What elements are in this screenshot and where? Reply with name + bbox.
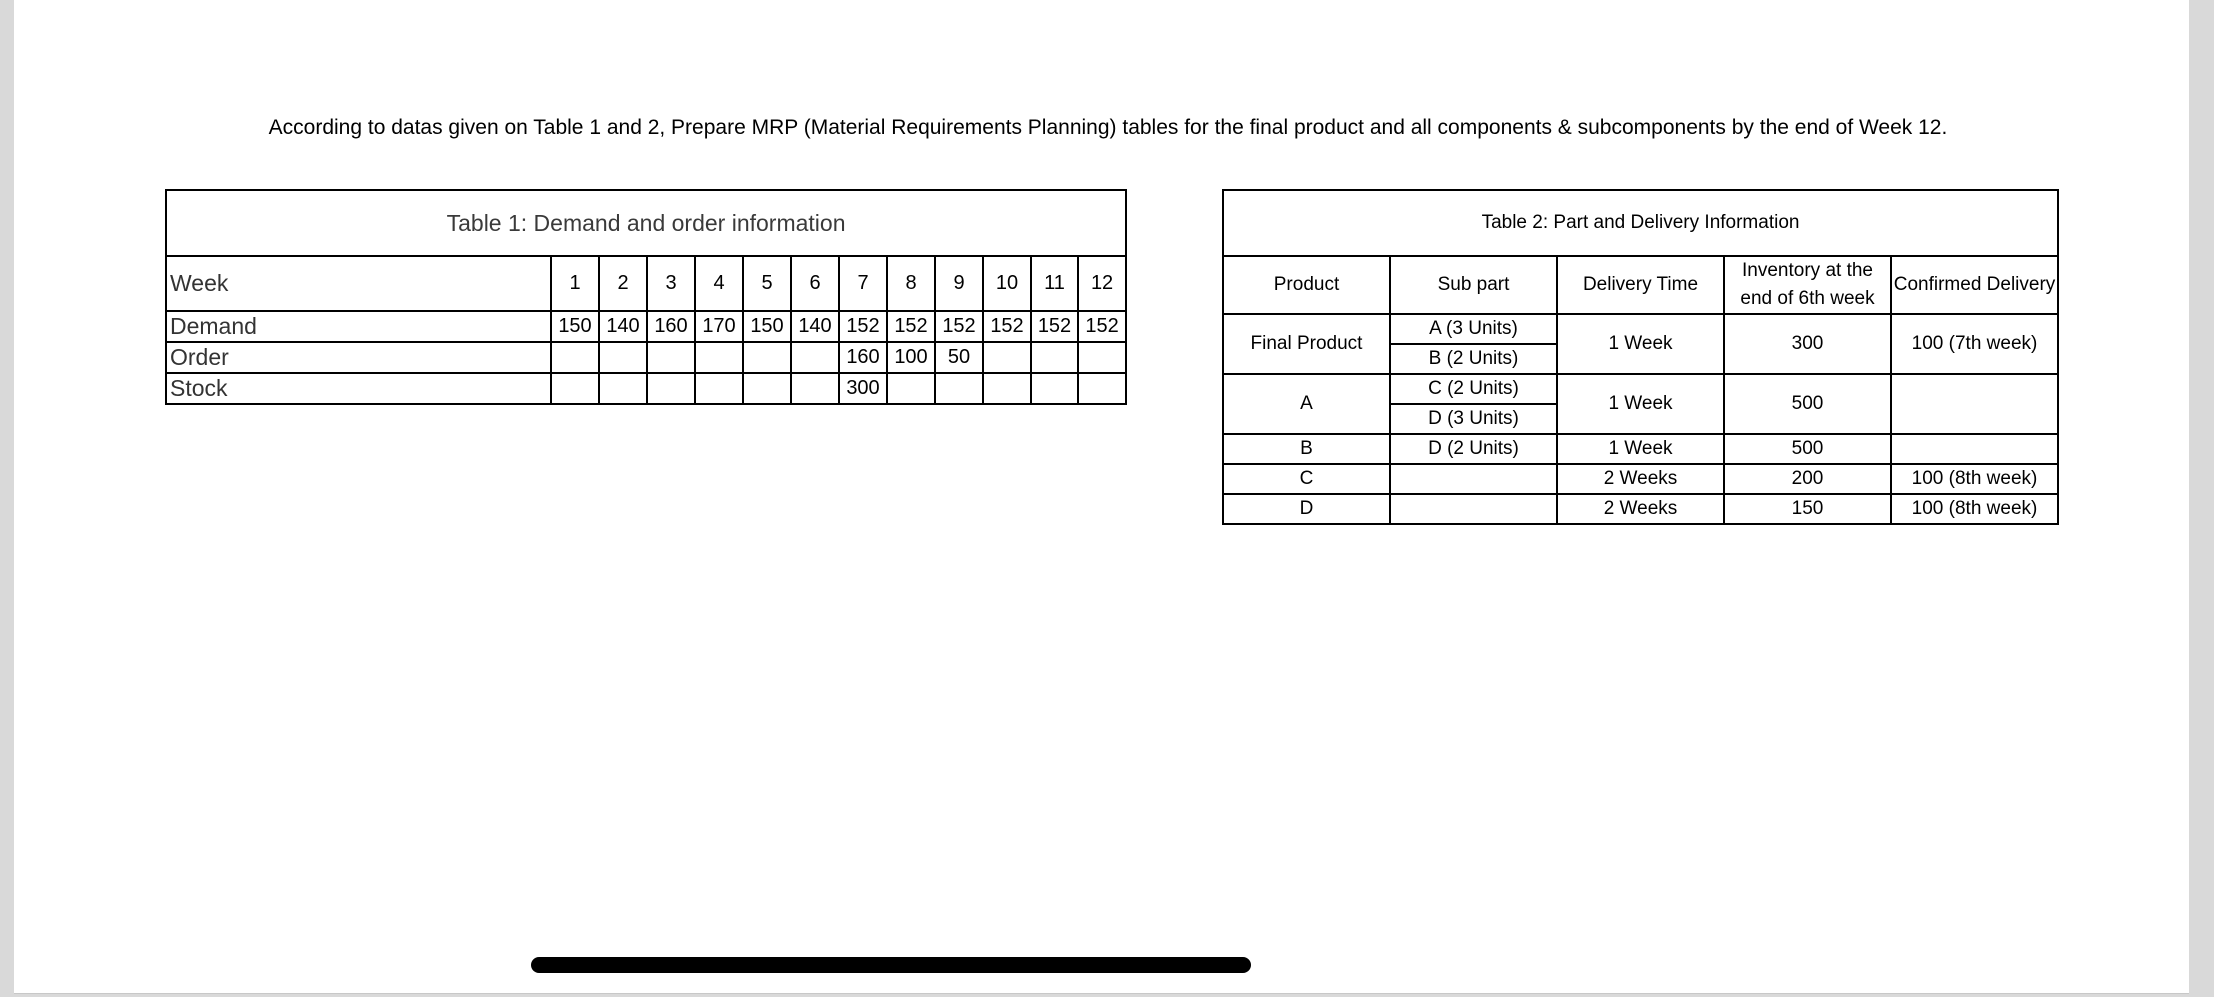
row-label-order: Order [166,342,551,373]
table-cell: 152 [839,311,887,342]
table-cell: 50 [935,342,983,373]
table-cell: 1 [551,256,599,311]
column-header: Inventory at the end of 6th week [1724,256,1891,314]
subpart-cell: D (3 Units) [1390,404,1557,434]
delivery-time-cell: 1 Week [1557,374,1724,434]
table-cell: 152 [935,311,983,342]
inventory-cell: 300 [1724,314,1891,374]
subpart-cell: B (2 Units) [1390,344,1557,374]
table-cell: 140 [791,311,839,342]
table-cell: 152 [1031,311,1078,342]
column-header: Confirmed Delivery [1891,256,2058,314]
row-label-stock: Stock [166,373,551,404]
table-cell: 10 [983,256,1031,311]
table-cell: 152 [983,311,1031,342]
product-cell: C [1223,464,1390,494]
subpart-cell: C (2 Units) [1390,374,1557,404]
column-header: Product [1223,256,1390,314]
product-cell: B [1223,434,1390,464]
delivery-time-cell: 2 Weeks [1557,464,1724,494]
table-cell: 170 [695,311,743,342]
table-cell: 5 [743,256,791,311]
column-header: Sub part [1390,256,1557,314]
table-cell: 300 [839,373,887,404]
table-cell: 4 [695,256,743,311]
row-label-week: Week [166,256,551,311]
table1-title: Table 1: Demand and order information [166,190,1126,256]
document-page [14,0,2189,994]
inventory-cell: 500 [1724,374,1891,434]
delivery-time-cell: 2 Weeks [1557,494,1724,524]
table-cell: 152 [1078,311,1126,342]
table-cell: 2 [599,256,647,311]
table2-title: Table 2: Part and Delivery Information [1223,190,2058,256]
delivery-time-cell: 1 Week [1557,314,1724,374]
table-cell: 150 [551,311,599,342]
table-cell: 152 [887,311,935,342]
table-cell: 7 [839,256,887,311]
inventory-cell: 200 [1724,464,1891,494]
confirmed-delivery-cell: 100 (8th week) [1891,494,2058,524]
horizontal-scrollbar[interactable] [531,957,1251,973]
delivery-time-cell: 1 Week [1557,434,1724,464]
table-cell: 160 [839,342,887,373]
table-cell: 160 [647,311,695,342]
inventory-cell: 500 [1724,434,1891,464]
subpart-cell: A (3 Units) [1390,314,1557,344]
instruction-text: According to datas given on Table 1 and 2, Prepare MRP (Material Requirements Planning) tables for the final product and all components & subcomponents by the end of Week 12. [268,116,1948,139]
table-cell: 140 [599,311,647,342]
product-cell: Final Product [1223,314,1390,374]
table-cell: 11 [1031,256,1078,311]
table-cell: 8 [887,256,935,311]
column-header: Delivery Time [1557,256,1724,314]
product-cell: A [1223,374,1390,434]
product-cell: D [1223,494,1390,524]
confirmed-delivery-cell: 100 (7th week) [1891,314,2058,374]
table-cell: 6 [791,256,839,311]
row-label-demand: Demand [166,311,551,342]
subpart-cell: D (2 Units) [1390,434,1557,464]
inventory-cell: 150 [1724,494,1891,524]
table-cell: 9 [935,256,983,311]
table-cell: 100 [887,342,935,373]
table-cell: 3 [647,256,695,311]
confirmed-delivery-cell: 100 (8th week) [1891,464,2058,494]
table-cell: 150 [743,311,791,342]
table-cell: 12 [1078,256,1126,311]
